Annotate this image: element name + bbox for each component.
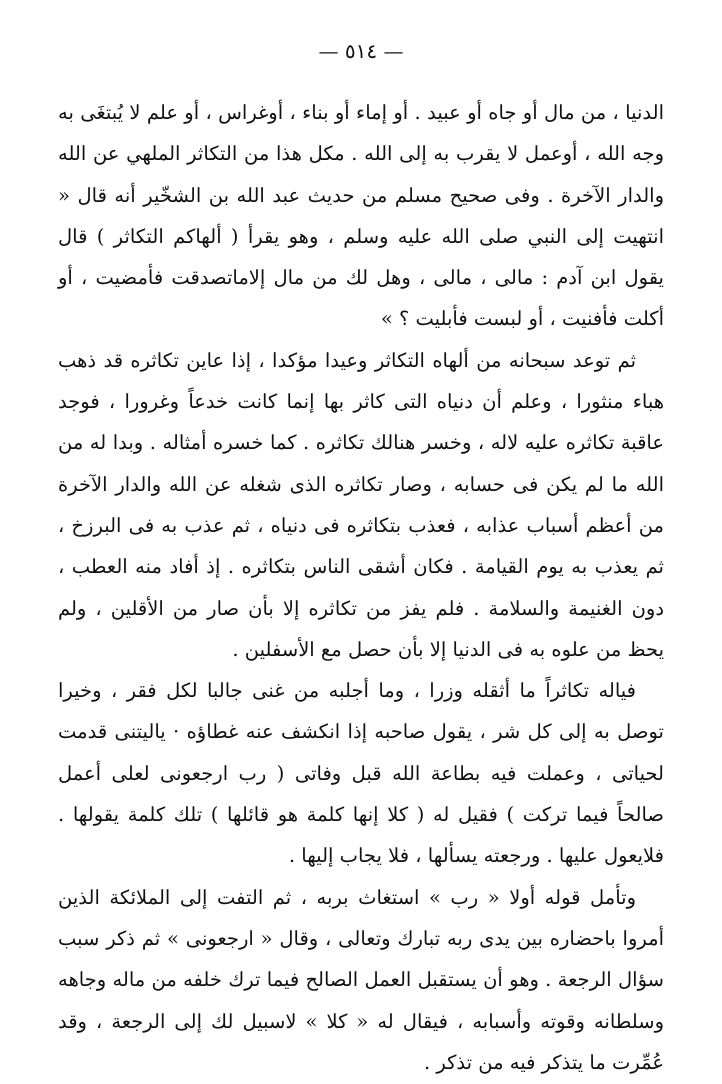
page-number: — ٥١٤ — <box>318 39 404 63</box>
paragraph-1: الدنيا ، من مال أو جاه أو عبيد . أو إماء أو بناء ، أوغراس ، أو علم لا يُبتغَى به وجه الله ، أوعمل لا يقرب به إلى الله . مكل هذا من التكاثر الملهي عن الله والدار الآخرة . وفى صحيح مسلم من حديث عبد الله بن الشخّير أنه قال « انتهيت إلى النبي صلى الله عليه وسلم ، وهو يقرأ ( ألهاكم التكاثر ) قال يقول ابن آدم : مالى ، مالى ، وهل لك من مال إلاماتصدقت فأمضيت ، أو أكلت فأفنيت ، أو لبست فأبليت ؟ » <box>58 101 664 331</box>
page-body <box>58 92 664 1083</box>
paragraph-3: فياله تكاثراً ما أثقله وزرا ، وما أجلبه من غنى جالبا لكل فقر ، وخيرا توصل به إلى كل شر ، يقول صاحبه إذا انكشف عنه غطاؤه · ياليتنى قدمت لحياتى ، وعملت فيه بطاعة الله قبل وفاتى ( رب ارجعونى لعلى أعمل صالحاً فيما تركت ) فقيل له ( كلا إنها كلمة هو قائلها ) تلك كلمة يقولها . فلايعول عليها . ورجعته يسألها ، فلا يجاب إليها . <box>58 679 664 868</box>
paragraph-2: ثم توعد سبحانه من ألهاه التكاثر وعيدا مؤكدا ، إذا عاين تكاثره قد ذهب هباء منثورا ، وعلم أن دنياه التى كاثر بها إنما كانت خدعاً وغرورا ، فوجد عاقبة تكاثره عليه لاله ، وخسر هنالك تكاثره . كما خسره أمثاله . وبدا له من الله ما لم يكن فى حسابه ، وصار تكاثره الذى شغله عن الله والدار الآخرة من أعظم أسباب عذابه ، فعذب بتكاثره فى دنياه ، ثم عذب به فى البرزخ ، ثم يعذب به يوم القيامة . فكان أشقى الناس بتكاثره . إذ أفاد منه العطب ، دون الغنيمة والسلامة . فلم يفز من تكاثره إلا بأن صار من الأقلين ، ولم يحظ من علوه به فى الدنيا إلا بأن حصل مع الأسفلين . <box>58 348 664 661</box>
paragraph-4: وتأمل قوله أولا « رب » استغاث بربه ، ثم التفت إلى الملائكة الذين أمروا باحضاره بين يدى ربه تبارك وتعالى ، وقال « ارجعونى » ثم ذكر سبب سؤال الرجعة . وهو أن يستقبل العمل الصالح فيما ترك خلفه من ماله وجاهه وسلطانه وقوته وأسبابه ، فيقال له « كلا » لاسبيل لك إلى الرجعة ، وقد عُمِّرت ما يتذكر فيه من تذكر . <box>58 885 664 1074</box>
